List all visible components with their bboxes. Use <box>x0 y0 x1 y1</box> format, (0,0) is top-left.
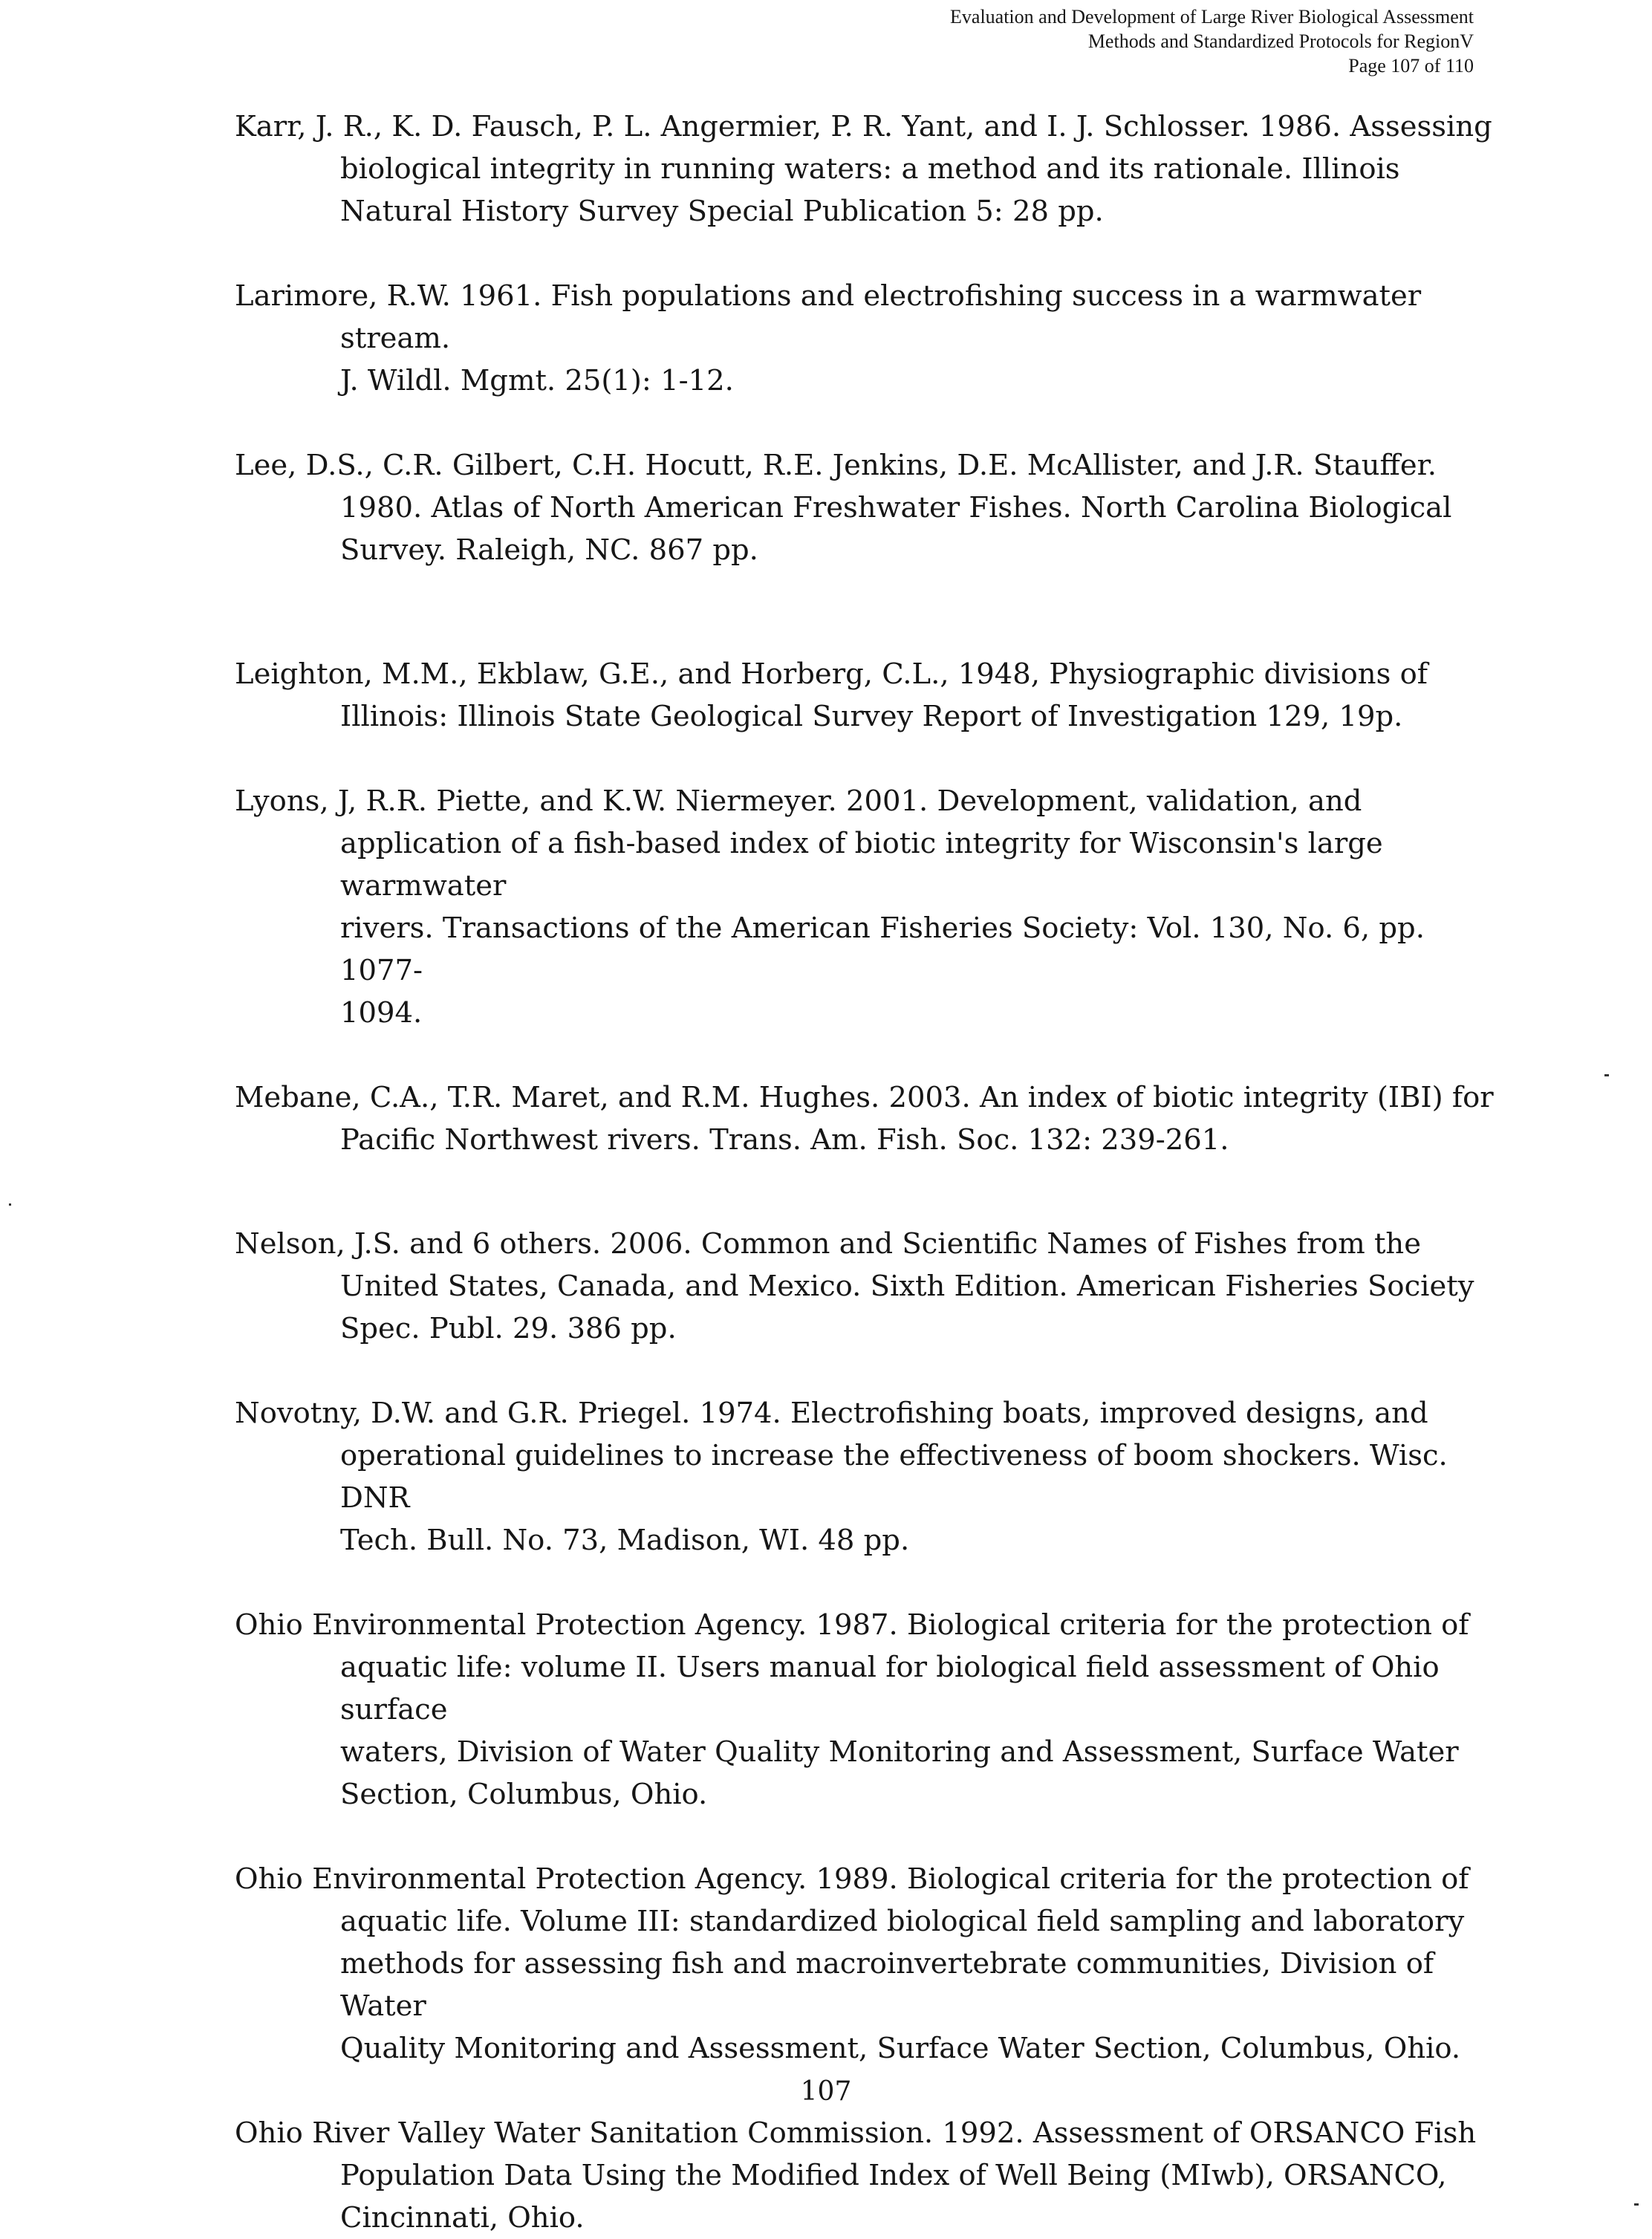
scan-speck <box>9 1203 11 1206</box>
header-title-line: Evaluation and Development of Large River Biological Assessment <box>950 6 1474 27</box>
running-header <box>950 4 1474 78</box>
reference-entry: Ohio River Valley Water Sanitation Commission. 1992. Assessment of ORSANCO Fish Population Data Using the Modified Index of Well Being (MIwb), ORSANCO, Cincinnati, Ohio. <box>235 2116 1477 2235</box>
reference-entry: Lyons, J, R.R. Piette, and K.W. Niermeyer. 2001. Development, validation, and application of a fish-based index of biotic integrity for Wisconsin's large warmwater rivers. Transactions of the American Fisheries Society: Vol. 130, No. 6, pp. 1077- 1094. <box>235 784 1425 1030</box>
reference-list <box>235 105 1497 2239</box>
reference-entry: Nelson, J.S. and 6 others. 2006. Common and Scientific Names of Fishes from the United States, Canada, and Mexico. Sixth Edition. American Fisheries Society Spec. Publ. 29. 386 pp. <box>235 1227 1474 1345</box>
scan-speck <box>1604 1074 1609 1076</box>
page-number: 107 <box>800 2076 852 2107</box>
reference-entry: Karr, J. R., K. D. Fausch, P. L. Angermier, P. R. Yant, and I. J. Schlosser. 1986. Assessing biological integrity in running waters: a method and its rationale. Illinois Natural History Survey Special Publication 5: 28 pp. <box>235 110 1492 228</box>
reference-entry: Larimore, R.W. 1961. Fish populations and electrofishing success in a warmwater stream. J. Wildl. Mgmt. 25(1): 1-12. <box>235 279 1422 397</box>
reference-entry: Leighton, M.M., Ekblaw, G.E., and Horberg, C.L., 1948, Physiographic divisions of Illinois: Illinois State Geological Survey Report of Investigation 129, 19p. <box>235 657 1428 733</box>
header-page-indicator: Page 107 of 110 <box>1348 55 1474 77</box>
reference-entry: Novotny, D.W. and G.R. Priegel. 1974. Electrofishing boats, improved designs, and operational guidelines to increase the effectiveness of boom shockers. Wisc. DNR Tech. Bull. No. 73, Madison, WI. 48 pp. <box>235 1397 1448 1557</box>
reference-entry: Ohio Environmental Protection Agency. 1987. Biological criteria for the protection of aquatic life: volume II. Users manual for biological field assessment of Ohio surface waters, Division of Water Quality Monitoring and Assessment, Surface Water Section, Columbus, Ohio. <box>235 1608 1469 1811</box>
reference-entry: Mebane, C.A., T.R. Maret, and R.M. Hughes. 2003. An index of biotic integrity (IBI) for Pacific Northwest rivers. Trans. Am. Fish. Soc. 132: 239-261. <box>235 1081 1494 1157</box>
header-subtitle-line: Methods and Standardized Protocols for RegionV <box>1087 30 1474 52</box>
reference-entry: Ohio Environmental Protection Agency. 1989. Biological criteria for the protection of aquatic life. Volume III: standardized biological field sampling and laboratory methods for assessing fish and macroinvertebrate communities, Division of Water Quality Monitoring and Assessment, Surface Water Section, Columbus, Ohio. <box>235 1862 1469 2065</box>
scan-speck <box>1634 2203 1639 2206</box>
reference-entry: Lee, D.S., C.R. Gilbert, C.H. Hocutt, R.E. Jenkins, D.E. McAllister, and J.R. Stauffer. 1980. Atlas of North American Freshwater Fishes. North Carolina Biological Survey. Raleigh, NC. 867 pp. <box>235 449 1452 567</box>
